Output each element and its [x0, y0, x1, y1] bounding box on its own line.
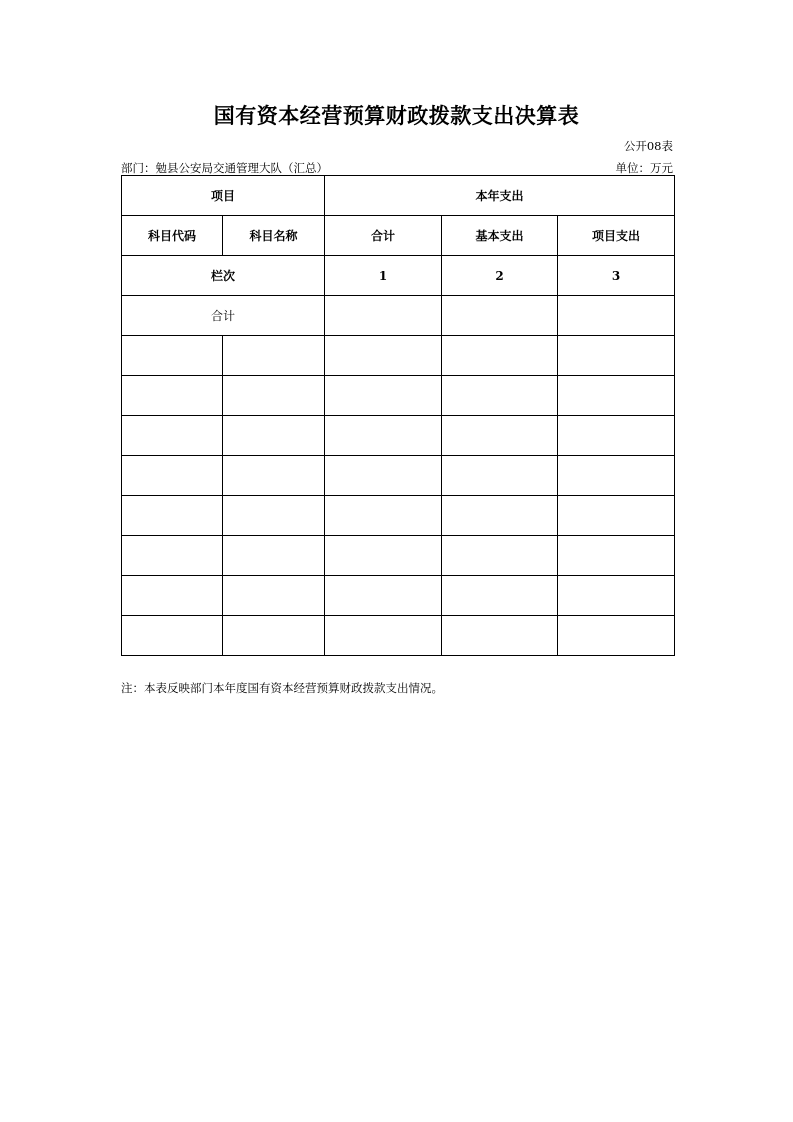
cell	[122, 576, 223, 616]
cell	[122, 376, 223, 416]
cell	[442, 536, 558, 576]
cell	[122, 536, 223, 576]
cell	[442, 376, 558, 416]
cell	[325, 416, 442, 456]
table-row	[122, 576, 675, 616]
cell	[558, 416, 675, 456]
expenditure-table	[121, 175, 675, 656]
cell	[223, 536, 325, 576]
table-subheader-row	[122, 216, 675, 256]
cell	[325, 536, 442, 576]
table-row	[122, 496, 675, 536]
unit-label: 单位：万元	[615, 161, 673, 175]
cell	[558, 616, 675, 656]
col-code: 科目代码	[122, 216, 223, 256]
header-expense: 本年支出	[325, 176, 675, 216]
cell	[325, 336, 442, 376]
cell	[223, 416, 325, 456]
cell	[122, 616, 223, 656]
cell	[325, 496, 442, 536]
department-label: 部门：勉县公安局交通管理大队（汇总）	[121, 161, 328, 175]
index-2: 2	[442, 256, 558, 296]
cell	[223, 496, 325, 536]
cell	[325, 616, 442, 656]
cell	[558, 536, 675, 576]
cell	[442, 336, 558, 376]
cell	[325, 376, 442, 416]
cell	[558, 336, 675, 376]
table-row	[122, 616, 675, 656]
index-3: 3	[558, 256, 675, 296]
cell	[223, 456, 325, 496]
cell	[122, 416, 223, 456]
cell	[558, 496, 675, 536]
table-row	[122, 336, 675, 376]
cell	[223, 336, 325, 376]
table-row	[122, 416, 675, 456]
total-basic	[442, 296, 558, 336]
cell	[325, 456, 442, 496]
cell	[122, 336, 223, 376]
total-project	[558, 296, 675, 336]
total-sum	[325, 296, 442, 336]
col-name: 科目名称	[223, 216, 325, 256]
cell	[122, 496, 223, 536]
cell	[442, 616, 558, 656]
cell	[442, 576, 558, 616]
col-project: 项目支出	[558, 216, 675, 256]
cell	[223, 376, 325, 416]
header-item: 项目	[122, 176, 325, 216]
cell	[442, 416, 558, 456]
table-total-row	[122, 296, 675, 336]
table-index-row	[122, 256, 675, 296]
cell	[558, 456, 675, 496]
table-row	[122, 536, 675, 576]
col-total: 合计	[325, 216, 442, 256]
cell	[558, 576, 675, 616]
cell	[122, 456, 223, 496]
footnote: 注：本表反映部门本年度国有资本经营预算财政拨款支出情况。	[121, 681, 443, 695]
cell	[442, 496, 558, 536]
cell	[223, 616, 325, 656]
table-header-row	[122, 176, 675, 216]
form-code: 公开08表	[623, 139, 673, 153]
cell	[325, 576, 442, 616]
cell	[442, 456, 558, 496]
page-title: 国有资本经营预算财政拨款支出决算表	[213, 103, 580, 128]
index-1: 1	[325, 256, 442, 296]
table-row	[122, 376, 675, 416]
cell	[558, 376, 675, 416]
col-basic: 基本支出	[442, 216, 558, 256]
cell	[223, 576, 325, 616]
row-index-label: 栏次	[122, 256, 325, 296]
table-row	[122, 456, 675, 496]
total-label: 合计	[122, 296, 325, 336]
